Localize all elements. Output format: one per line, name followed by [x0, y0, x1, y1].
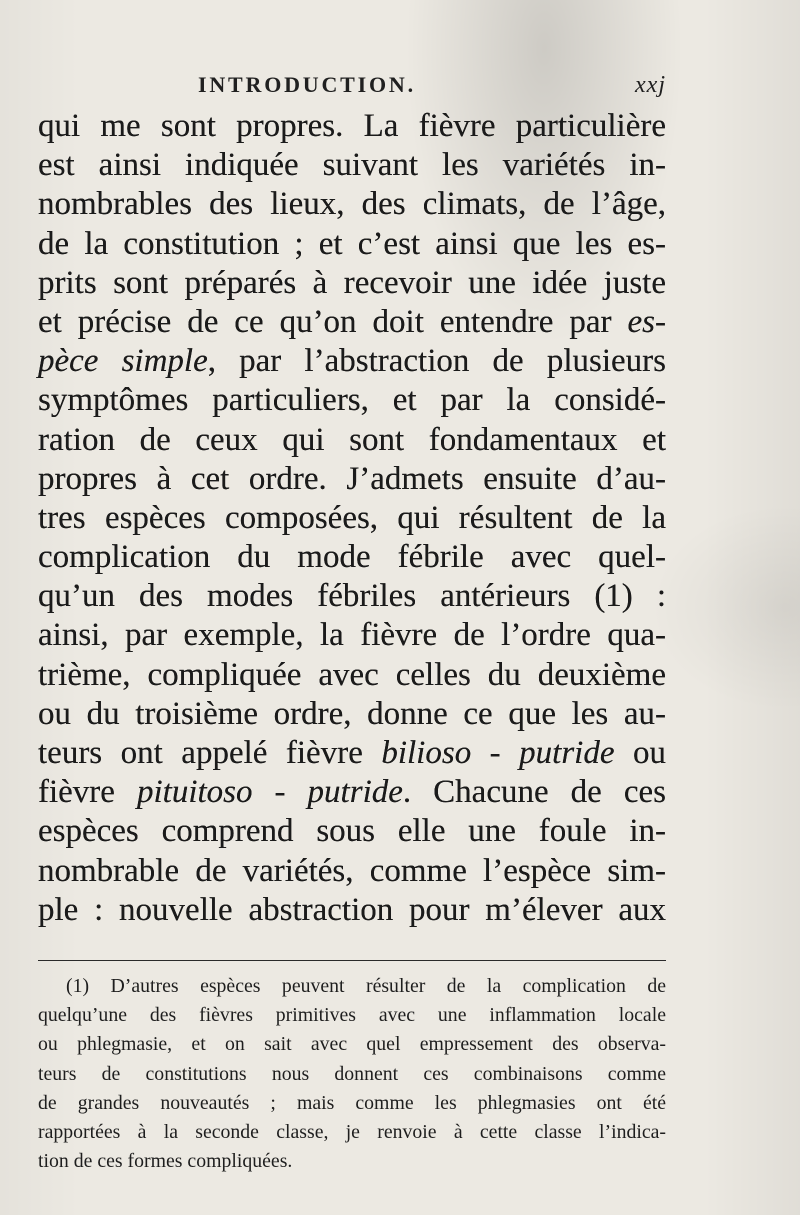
italic-term: pituitoso - putride — [136, 774, 403, 811]
text-line: ration de ceux qui sont fondamentaux et — [38, 421, 666, 458]
text-line: nombrables des lieux, des climats, de l’âge, — [38, 186, 666, 223]
italic-term: bilioso - putride — [381, 735, 615, 771]
text-line: ple : nouvelle abstraction pour m’élever aux — [38, 891, 666, 928]
footnote-line: teurs de constitutions nous donnent ces combinaisons comme — [38, 1062, 666, 1085]
text-line: complication du mode fébrile avec quel- — [38, 539, 666, 576]
running-title: INTRODUCTION. — [198, 72, 416, 97]
footnote-line: de grandes nouveautés ; mais comme les phlegmasies ont été — [38, 1091, 666, 1114]
footnote-line: quelqu’une des fièvres primitives avec une inflammation locale — [38, 1004, 666, 1027]
text-line: qu’un des modes fébriles antérieurs (1) : — [38, 578, 666, 615]
text-line: tres espèces composées, qui résultent de la — [38, 499, 666, 536]
text-line: pèce simple, par l’abstraction de plusieurs — [38, 343, 666, 380]
text-line: trième, compliquée avec celles du deuxième — [38, 656, 666, 693]
text-line: prits sont préparés à recevoir une idée juste — [38, 264, 666, 301]
page-number: xxj — [635, 72, 666, 98]
footnote-line: tion de ces formes compliquées. — [38, 1150, 293, 1173]
text-line: qui me sont propres. La fièvre particulière — [38, 108, 666, 144]
text-line: de la constitution ; et c’est ainsi que les es- — [38, 225, 666, 262]
text-line: propres à cet ordre. J’admets ensuite d’au- — [38, 460, 666, 497]
text-line: espèces comprend sous elle une foule in- — [38, 813, 666, 850]
body-text — [38, 107, 666, 930]
text-line: ainsi, par exemple, la fièvre de l’ordre qua- — [38, 617, 666, 654]
footnote — [38, 972, 666, 1176]
italic-term: es- — [627, 303, 666, 340]
footnote-divider — [38, 960, 666, 961]
text-line: symptômes particuliers, et par la considé- — [38, 382, 666, 419]
footnote-line: (1) D’autres espèces peuvent résulter de la complication de — [66, 975, 666, 997]
text-line: nombrable de variétés, comme l’espèce sim- — [38, 852, 666, 889]
italic-term: pèce simple — [38, 343, 208, 380]
footnote-line: rapportées à la seconde classe, je renvoie à cette classe l’indica- — [38, 1120, 666, 1143]
text-line: ou du troisième ordre, donne ce que les au- — [38, 695, 666, 732]
page-header — [38, 72, 666, 100]
text-line: et précise de ce qu’on doit entendre par es- — [38, 303, 666, 340]
text-line: est ainsi indiquée suivant les variétés in- — [38, 147, 666, 184]
text-line: fièvre pituitoso - putride. Chacune de ces — [38, 774, 666, 811]
text-line: teurs ont appelé fièvre bilioso - putride ou — [38, 735, 666, 771]
footnote-line: ou phlegmasie, et on sait avec quel empressement des observa- — [38, 1033, 666, 1056]
